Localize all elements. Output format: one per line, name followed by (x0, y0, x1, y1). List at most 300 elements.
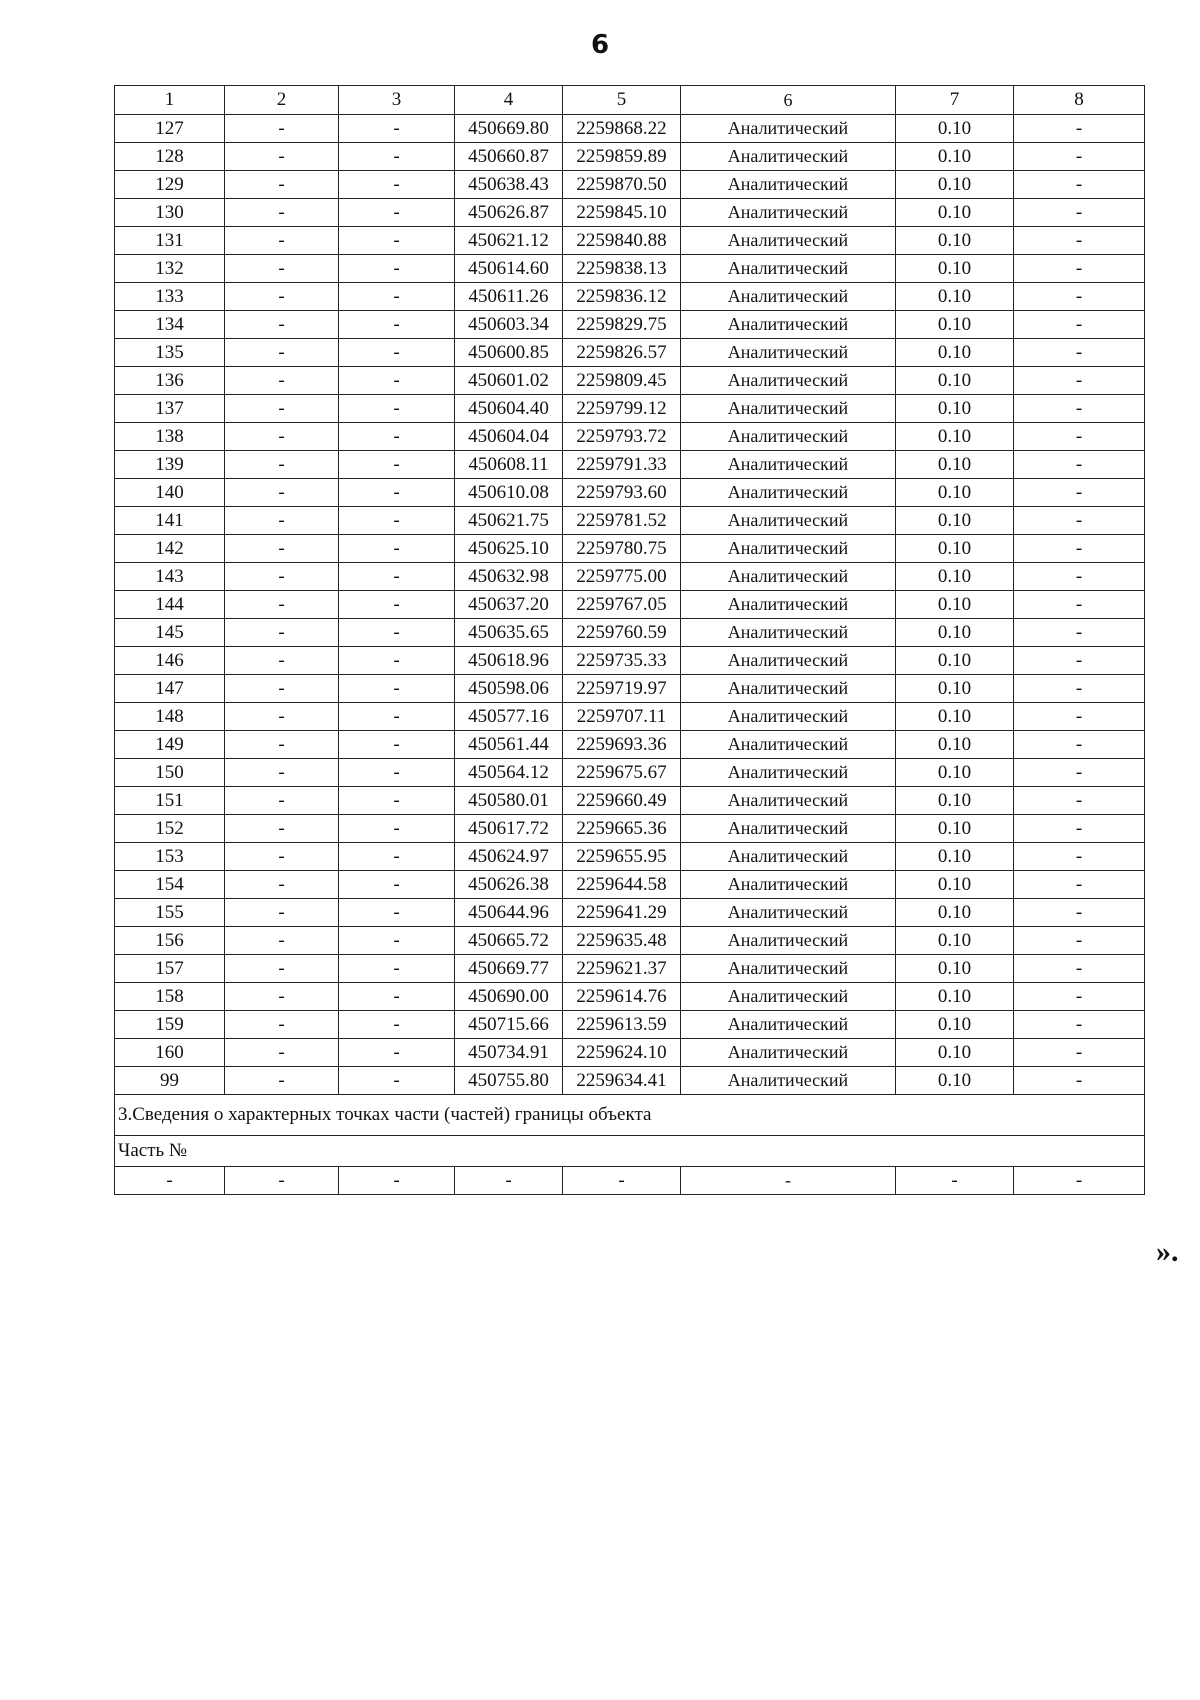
coord-x-cell: 450638.43 (455, 171, 563, 199)
point-number-cell: 150 (115, 759, 225, 787)
col-8-cell: - (1014, 311, 1145, 339)
coord-x-cell: 450690.00 (455, 983, 563, 1011)
point-number-cell: 134 (115, 311, 225, 339)
coord-y-cell: 2259793.72 (563, 423, 681, 451)
coord-y-cell: 2259781.52 (563, 507, 681, 535)
point-number-cell: 151 (115, 787, 225, 815)
accuracy-cell: 0.10 (896, 899, 1014, 927)
coord-x-cell: 450626.87 (455, 199, 563, 227)
point-number-cell: 130 (115, 199, 225, 227)
col-8-cell: - (1014, 1011, 1145, 1039)
coord-y-cell: - (563, 1167, 681, 1195)
coord-y-cell: 2259793.60 (563, 479, 681, 507)
col-3-cell: - (339, 115, 455, 143)
col-8-cell: - (1014, 283, 1145, 311)
table-row (115, 171, 1145, 199)
col-3-cell: - (339, 535, 455, 563)
coord-x-cell: 450564.12 (455, 759, 563, 787)
col-2-cell: - (225, 591, 339, 619)
method-cell: Аналитический (681, 563, 896, 591)
method-cell: Аналитический (681, 843, 896, 871)
col-2-cell: - (225, 619, 339, 647)
col-3-cell: - (339, 171, 455, 199)
coord-y-cell: 2259693.36 (563, 731, 681, 759)
coord-x-cell: 450600.85 (455, 339, 563, 367)
coord-y-cell: 2259665.36 (563, 815, 681, 843)
coord-x-cell: 450665.72 (455, 927, 563, 955)
method-cell: Аналитический (681, 311, 896, 339)
method-cell: Аналитический (681, 647, 896, 675)
col-8-cell: - (1014, 843, 1145, 871)
table-row (115, 535, 1145, 563)
coord-y-cell: 2259775.00 (563, 563, 681, 591)
col-2-cell: - (225, 311, 339, 339)
point-number-cell: 133 (115, 283, 225, 311)
method-cell: Аналитический (681, 143, 896, 171)
col-3-cell: - (339, 1067, 455, 1095)
col-8-cell: - (1014, 143, 1145, 171)
coord-y-cell: 2259675.67 (563, 759, 681, 787)
accuracy-cell: 0.10 (896, 1067, 1014, 1095)
table-header-row (115, 86, 1145, 115)
col-3-cell: - (339, 787, 455, 815)
coord-x-cell: 450611.26 (455, 283, 563, 311)
col-8-cell: - (1014, 367, 1145, 395)
point-number-cell: 149 (115, 731, 225, 759)
coord-y-cell: 2259644.58 (563, 871, 681, 899)
col-8-cell: - (1014, 927, 1145, 955)
table-row (115, 367, 1145, 395)
coord-x-cell: 450610.08 (455, 479, 563, 507)
accuracy-cell: 0.10 (896, 535, 1014, 563)
col-2-cell: - (225, 199, 339, 227)
col-8-cell: - (1014, 535, 1145, 563)
coord-y-cell: 2259838.13 (563, 255, 681, 283)
method-cell: - (681, 1167, 896, 1195)
method-cell: Аналитический (681, 703, 896, 731)
coord-x-cell: 450580.01 (455, 787, 563, 815)
col-8-cell: - (1014, 703, 1145, 731)
point-number-cell: 135 (115, 339, 225, 367)
table-row (115, 395, 1145, 423)
accuracy-cell: 0.10 (896, 479, 1014, 507)
accuracy-cell: 0.10 (896, 927, 1014, 955)
part-data-row (115, 1167, 1145, 1195)
table-row (115, 955, 1145, 983)
method-cell: Аналитический (681, 535, 896, 563)
col-3-cell: - (339, 815, 455, 843)
point-number-cell: 128 (115, 143, 225, 171)
col-3-cell: - (339, 619, 455, 647)
accuracy-cell: 0.10 (896, 955, 1014, 983)
part-label-row (115, 1136, 1145, 1167)
coord-x-cell: 450601.02 (455, 367, 563, 395)
col-3-cell: - (339, 675, 455, 703)
point-number-cell: 138 (115, 423, 225, 451)
table-row (115, 899, 1145, 927)
point-number-cell: 154 (115, 871, 225, 899)
col-2-cell: - (225, 983, 339, 1011)
table-row (115, 451, 1145, 479)
col-2-cell: - (225, 563, 339, 591)
col-8-cell: - (1014, 983, 1145, 1011)
coord-x-cell: 450635.65 (455, 619, 563, 647)
point-number-cell: - (115, 1167, 225, 1195)
table-row (115, 563, 1145, 591)
point-number-cell: 132 (115, 255, 225, 283)
accuracy-cell: 0.10 (896, 815, 1014, 843)
col-3-cell: - (339, 507, 455, 535)
coord-y-cell: 2259809.45 (563, 367, 681, 395)
coord-y-cell: 2259836.12 (563, 283, 681, 311)
method-cell: Аналитический (681, 171, 896, 199)
table-row (115, 1011, 1145, 1039)
col-3-cell: - (339, 479, 455, 507)
coordinates-table (114, 85, 1145, 1195)
point-number-cell: 157 (115, 955, 225, 983)
accuracy-cell: 0.10 (896, 731, 1014, 759)
accuracy-cell: 0.10 (896, 619, 1014, 647)
table-row (115, 703, 1145, 731)
table-row (115, 1039, 1145, 1067)
coord-x-cell: 450598.06 (455, 675, 563, 703)
col-8-cell: - (1014, 423, 1145, 451)
coord-x-cell: 450625.10 (455, 535, 563, 563)
coord-x-cell: 450604.04 (455, 423, 563, 451)
accuracy-cell: 0.10 (896, 143, 1014, 171)
col-8-cell: - (1014, 759, 1145, 787)
col-3-cell: - (339, 983, 455, 1011)
table-row (115, 255, 1145, 283)
accuracy-cell: 0.10 (896, 171, 1014, 199)
col-8-cell: 8 (1014, 86, 1145, 115)
method-cell: Аналитический (681, 423, 896, 451)
accuracy-cell: 0.10 (896, 311, 1014, 339)
col-8-cell: - (1014, 1039, 1145, 1067)
accuracy-cell: - (896, 1167, 1014, 1195)
col-8-cell: - (1014, 171, 1145, 199)
accuracy-cell: 0.10 (896, 451, 1014, 479)
accuracy-cell: 0.10 (896, 759, 1014, 787)
accuracy-cell: 0.10 (896, 1011, 1014, 1039)
accuracy-cell: 0.10 (896, 591, 1014, 619)
col-2-cell: - (225, 871, 339, 899)
col-2-cell: - (225, 815, 339, 843)
col-3-cell: - (339, 927, 455, 955)
coord-x-cell: 450632.98 (455, 563, 563, 591)
table-row (115, 507, 1145, 535)
table-row (115, 927, 1145, 955)
accuracy-cell: 0.10 (896, 227, 1014, 255)
col-2-cell: - (225, 479, 339, 507)
method-cell: Аналитический (681, 1011, 896, 1039)
col-2-cell: - (225, 731, 339, 759)
method-cell: Аналитический (681, 199, 896, 227)
method-cell: Аналитический (681, 899, 896, 927)
method-cell: Аналитический (681, 955, 896, 983)
col-2-cell: - (225, 395, 339, 423)
col-8-cell: - (1014, 591, 1145, 619)
col-2-cell: - (225, 1067, 339, 1095)
col-8-cell: - (1014, 563, 1145, 591)
coord-x-cell: 450755.80 (455, 1067, 563, 1095)
col-3-cell: - (339, 255, 455, 283)
col-8-cell: - (1014, 619, 1145, 647)
point-number-cell: 142 (115, 535, 225, 563)
col-3-cell: - (339, 423, 455, 451)
coord-x-cell: 450603.34 (455, 311, 563, 339)
coord-x-cell: 450604.40 (455, 395, 563, 423)
method-cell: Аналитический (681, 283, 896, 311)
coord-y-cell: 2259621.37 (563, 955, 681, 983)
coord-y-cell: 2259826.57 (563, 339, 681, 367)
coord-x-cell: 450624.97 (455, 843, 563, 871)
col-3-cell: - (339, 451, 455, 479)
point-number-cell: 159 (115, 1011, 225, 1039)
col-3-cell: - (339, 871, 455, 899)
table-row (115, 227, 1145, 255)
coord-x-cell: 450561.44 (455, 731, 563, 759)
accuracy-cell: 0.10 (896, 395, 1014, 423)
coord-y-cell: 2259634.41 (563, 1067, 681, 1095)
col-3-cell: - (339, 703, 455, 731)
col-8-cell: - (1014, 871, 1145, 899)
col-3-cell: - (339, 759, 455, 787)
col-2-cell: - (225, 1167, 339, 1195)
col-3-cell: - (339, 1167, 455, 1195)
col-3-cell: - (339, 955, 455, 983)
point-number-cell: 160 (115, 1039, 225, 1067)
point-number-cell: 153 (115, 843, 225, 871)
col-3-cell: - (339, 367, 455, 395)
coord-y-cell: 2259660.49 (563, 787, 681, 815)
col-8-cell: - (1014, 955, 1145, 983)
table-row (115, 675, 1145, 703)
coord-y-cell: 2259780.75 (563, 535, 681, 563)
col-2-cell: - (225, 339, 339, 367)
col-2-cell: - (225, 423, 339, 451)
col-3-cell: - (339, 563, 455, 591)
method-cell: Аналитический (681, 983, 896, 1011)
method-cell: Аналитический (681, 619, 896, 647)
col-3-cell: - (339, 199, 455, 227)
point-number-cell: 144 (115, 591, 225, 619)
point-number-cell: 147 (115, 675, 225, 703)
table-row (115, 479, 1145, 507)
col-3-cell: - (339, 395, 455, 423)
coord-y-cell: 2259767.05 (563, 591, 681, 619)
col-8-cell: - (1014, 451, 1145, 479)
table-row (115, 647, 1145, 675)
point-number-cell: 155 (115, 899, 225, 927)
coord-y-cell: 2259791.33 (563, 451, 681, 479)
accuracy-cell: 0.10 (896, 1039, 1014, 1067)
col-3-cell: - (339, 899, 455, 927)
accuracy-cell: 0.10 (896, 367, 1014, 395)
coordinates-table-body (115, 86, 1145, 1195)
col-2-cell: - (225, 927, 339, 955)
col-2-cell: - (225, 255, 339, 283)
accuracy-cell: 0.10 (896, 199, 1014, 227)
col-8-cell: - (1014, 255, 1145, 283)
method-cell: Аналитический (681, 255, 896, 283)
accuracy-cell: 0.10 (896, 115, 1014, 143)
table-row (115, 591, 1145, 619)
point-number-cell: 139 (115, 451, 225, 479)
table-row (115, 759, 1145, 787)
col-2-cell: - (225, 367, 339, 395)
col-2-cell: - (225, 899, 339, 927)
col-8-cell: - (1014, 115, 1145, 143)
method-cell: Аналитический (681, 1039, 896, 1067)
method-cell: Аналитический (681, 367, 896, 395)
col-2-cell: 2 (225, 86, 339, 115)
col-2-cell: - (225, 283, 339, 311)
col-2-cell: - (225, 143, 339, 171)
accuracy-cell: 0.10 (896, 255, 1014, 283)
col-8-cell: - (1014, 507, 1145, 535)
col-2-cell: - (225, 115, 339, 143)
point-number-cell: 141 (115, 507, 225, 535)
col-2-cell: - (225, 1011, 339, 1039)
col-3-cell: - (339, 283, 455, 311)
coord-y-cell: 2259635.48 (563, 927, 681, 955)
coord-y-cell: 2259735.33 (563, 647, 681, 675)
col-3-cell: - (339, 1039, 455, 1067)
method-cell: Аналитический (681, 787, 896, 815)
coord-x-cell: 450614.60 (455, 255, 563, 283)
accuracy-cell: 0.10 (896, 871, 1014, 899)
coord-x-cell: 450608.11 (455, 451, 563, 479)
col-2-cell: - (225, 451, 339, 479)
method-cell: Аналитический (681, 591, 896, 619)
col-3-cell: - (339, 227, 455, 255)
method-cell: 6 (681, 86, 896, 115)
page-number: 6 (590, 30, 610, 60)
coord-x-cell: 450637.20 (455, 591, 563, 619)
coord-y-cell: 2259641.29 (563, 899, 681, 927)
method-cell: Аналитический (681, 451, 896, 479)
closing-quote-mark: ». (1156, 1235, 1179, 1268)
coord-x-cell: 450626.38 (455, 871, 563, 899)
method-cell: Аналитический (681, 759, 896, 787)
col-2-cell: - (225, 171, 339, 199)
point-number-cell: 152 (115, 815, 225, 843)
col-8-cell: - (1014, 1067, 1145, 1095)
table-row (115, 983, 1145, 1011)
coord-x-cell: - (455, 1167, 563, 1195)
col-8-cell: - (1014, 675, 1145, 703)
col-2-cell: - (225, 703, 339, 731)
col-8-cell: - (1014, 787, 1145, 815)
coord-x-cell: 450617.72 (455, 815, 563, 843)
accuracy-cell: 0.10 (896, 983, 1014, 1011)
section-title-row (115, 1095, 1145, 1136)
method-cell: Аналитический (681, 479, 896, 507)
coord-y-cell: 2259719.97 (563, 675, 681, 703)
coord-x-cell: 450577.16 (455, 703, 563, 731)
col-3-cell: - (339, 143, 455, 171)
method-cell: Аналитический (681, 927, 896, 955)
col-3-cell: - (339, 591, 455, 619)
coord-y-cell: 2259707.11 (563, 703, 681, 731)
table-row (115, 815, 1145, 843)
table-row (115, 115, 1145, 143)
coord-y-cell: 2259799.12 (563, 395, 681, 423)
section-title: 3.Сведения о характерных точках части (частей) границы объекта (115, 1095, 1145, 1136)
col-2-cell: - (225, 535, 339, 563)
accuracy-cell: 0.10 (896, 843, 1014, 871)
point-number-cell: 137 (115, 395, 225, 423)
point-number-cell: 145 (115, 619, 225, 647)
col-2-cell: - (225, 647, 339, 675)
table-row (115, 1067, 1145, 1095)
table-row (115, 339, 1145, 367)
point-number-cell: 156 (115, 927, 225, 955)
coord-y-cell: 5 (563, 86, 681, 115)
col-8-cell: - (1014, 899, 1145, 927)
point-number-cell: 127 (115, 115, 225, 143)
coord-x-cell: 450669.77 (455, 955, 563, 983)
point-number-cell: 140 (115, 479, 225, 507)
col-8-cell: - (1014, 395, 1145, 423)
coord-x-cell: 450715.66 (455, 1011, 563, 1039)
point-number-cell: 131 (115, 227, 225, 255)
method-cell: Аналитический (681, 675, 896, 703)
coord-x-cell: 450621.75 (455, 507, 563, 535)
col-3-cell: - (339, 311, 455, 339)
table-row (115, 787, 1145, 815)
col-8-cell: - (1014, 227, 1145, 255)
table-row (115, 283, 1145, 311)
col-2-cell: - (225, 675, 339, 703)
point-number-cell: 136 (115, 367, 225, 395)
method-cell: Аналитический (681, 731, 896, 759)
accuracy-cell: 7 (896, 86, 1014, 115)
method-cell: Аналитический (681, 339, 896, 367)
col-2-cell: - (225, 759, 339, 787)
point-number-cell: 129 (115, 171, 225, 199)
table-row (115, 311, 1145, 339)
coord-y-cell: 2259868.22 (563, 115, 681, 143)
table-row (115, 423, 1145, 451)
coord-y-cell: 2259840.88 (563, 227, 681, 255)
col-3-cell: - (339, 647, 455, 675)
part-label: Часть № (115, 1136, 1145, 1167)
point-number-cell: 99 (115, 1067, 225, 1095)
coord-y-cell: 2259845.10 (563, 199, 681, 227)
coord-y-cell: 2259760.59 (563, 619, 681, 647)
col-8-cell: - (1014, 199, 1145, 227)
coord-x-cell: 450618.96 (455, 647, 563, 675)
accuracy-cell: 0.10 (896, 787, 1014, 815)
coord-y-cell: 2259829.75 (563, 311, 681, 339)
coord-x-cell: 450644.96 (455, 899, 563, 927)
coord-y-cell: 2259870.50 (563, 171, 681, 199)
col-8-cell: - (1014, 1167, 1145, 1195)
accuracy-cell: 0.10 (896, 675, 1014, 703)
col-2-cell: - (225, 787, 339, 815)
method-cell: Аналитический (681, 1067, 896, 1095)
accuracy-cell: 0.10 (896, 563, 1014, 591)
col-2-cell: - (225, 507, 339, 535)
table-row (115, 143, 1145, 171)
col-8-cell: - (1014, 479, 1145, 507)
table-row (115, 619, 1145, 647)
col-8-cell: - (1014, 647, 1145, 675)
accuracy-cell: 0.10 (896, 647, 1014, 675)
coord-x-cell: 450669.80 (455, 115, 563, 143)
